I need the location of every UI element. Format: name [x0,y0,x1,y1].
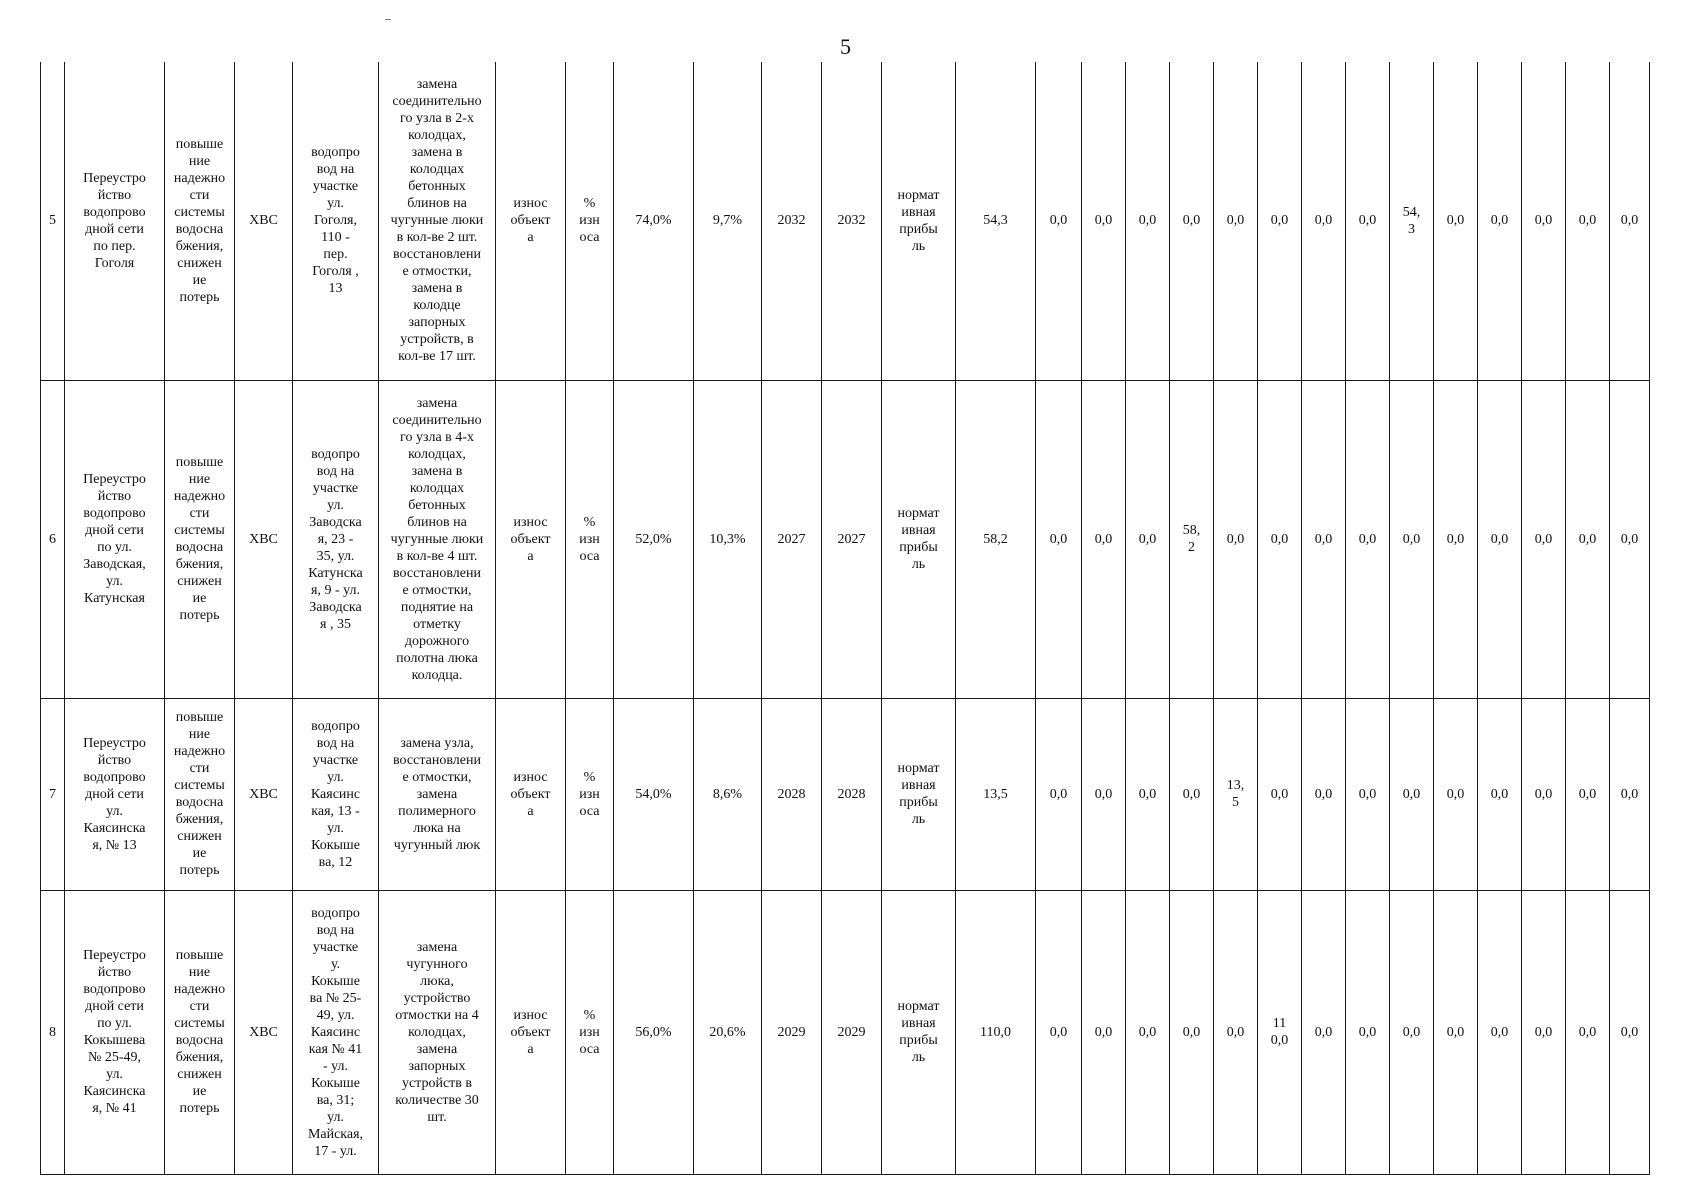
location: водопро вод на участке ул. Гоголя, 110 - пер. Гоголя , 13 [293,62,379,380]
year-cost-cell: 0,0 [1082,380,1126,698]
table-row [41,380,1650,698]
indicator-unit: % изн оса [566,890,614,1174]
row-number: 8 [41,890,65,1174]
project-goal: повыше ние надежно сти системы водосна бжения, снижен ие потерь [165,890,235,1174]
value-before: 52,0% [614,380,694,698]
year-cost-cell: 0,0 [1126,890,1170,1174]
works-description: замена чугунного люка, устройство отмостки на 4 колодцах, замена запорных устройств в количестве 30 шт. [379,890,496,1174]
year-cost-cell: 0,0 [1302,698,1346,890]
end-year: 2032 [822,62,882,380]
year-cost-cell: 0,0 [1258,380,1302,698]
year-cost-cell: 0,0 [1036,698,1082,890]
project-goal: повыше ние надежно сти системы водосна бжения, снижен ие потерь [165,698,235,890]
indicator-name: износ объект а [496,890,566,1174]
year-cost-cell: 11 0,0 [1258,890,1302,1174]
total-cost: 13,5 [956,698,1036,890]
year-cost-cell: 0,0 [1522,890,1566,1174]
year-cost-cell: 0,0 [1170,890,1214,1174]
year-cost-cell: 0,0 [1346,380,1390,698]
year-cost-cell: 0,0 [1610,698,1650,890]
works-description: замена соединительно го узла в 4-х колодцах, замена в колодцах бетонных блинов на чугунные люки в кол-ве 4 шт. восстановлени е отмостки, поднятие на отметку дорожного полотна люка колодца. [379,380,496,698]
indicator-name: износ объект а [496,698,566,890]
project-name: Переустро йство водопрово дной сети по пер. Гоголя [65,62,165,380]
row-number: 5 [41,62,65,380]
project-name: Переустро йство водопрово дной сети по ул. Заводская, ул. Катунская [65,380,165,698]
year-cost-cell: 58, 2 [1170,380,1214,698]
year-cost-cell: 0,0 [1214,62,1258,380]
year-cost-cell: 0,0 [1346,698,1390,890]
year-cost-cell: 0,0 [1082,62,1126,380]
project-goal: повыше ние надежно сти системы водосна бжения, снижен ие потерь [165,62,235,380]
year-cost-cell: 0,0 [1522,62,1566,380]
value-after: 20,6% [694,890,762,1174]
year-cost-cell: 0,0 [1610,380,1650,698]
value-before: 56,0% [614,890,694,1174]
year-cost-cell: 0,0 [1258,62,1302,380]
row-number: 6 [41,380,65,698]
year-cost-cell: 0,0 [1390,890,1434,1174]
funding-source: нормат ивная прибы ль [882,698,956,890]
end-year: 2028 [822,698,882,890]
funding-source: нормат ивная прибы ль [882,62,956,380]
year-cost-cell: 0,0 [1170,62,1214,380]
year-cost-cell: 0,0 [1566,890,1610,1174]
year-cost-cell: 0,0 [1346,62,1390,380]
year-cost-cell: 0,0 [1036,380,1082,698]
year-cost-cell: 0,0 [1214,380,1258,698]
value-before: 54,0% [614,698,694,890]
project-name: Переустро йство водопрово дной сети по ул. Кокышева № 25-49, ул. Каясинска я, № 41 [65,890,165,1174]
indicator-unit: % изн оса [566,380,614,698]
year-cost-cell: 0,0 [1258,698,1302,890]
value-before: 74,0% [614,62,694,380]
year-cost-cell: 0,0 [1434,890,1478,1174]
year-cost-cell: 0,0 [1126,698,1170,890]
year-cost-cell: 0,0 [1214,890,1258,1174]
year-cost-cell: 13, 5 [1214,698,1258,890]
location: водопро вод на участке ул. Заводска я, 23 - 35, ул. Катунска я, 9 - ул. Заводска я , 35 [293,380,379,698]
year-cost-cell: 0,0 [1036,890,1082,1174]
works-description: замена узла, восстановлени е отмостки, замена полимерного люка на чугунный люк [379,698,496,890]
system-type: ХВС [235,62,293,380]
year-cost-cell: 0,0 [1566,62,1610,380]
year-cost-cell: 0,0 [1566,380,1610,698]
value-after: 8,6% [694,698,762,890]
year-cost-cell: 0,0 [1522,380,1566,698]
project-name: Переустро йство водопрово дной сети ул. Каясинска я, № 13 [65,698,165,890]
indicator-name: износ объект а [496,62,566,380]
system-type: ХВС [235,890,293,1174]
year-cost-cell: 0,0 [1478,62,1522,380]
year-cost-cell: 0,0 [1434,62,1478,380]
page-number: 5 [840,34,851,59]
year-cost-cell: 0,0 [1082,890,1126,1174]
year-cost-cell: 0,0 [1390,380,1434,698]
year-cost-cell: 0,0 [1302,380,1346,698]
start-year: 2028 [762,698,822,890]
year-cost-cell: 0,0 [1478,380,1522,698]
year-cost-cell: 0,0 [1434,698,1478,890]
row-number: 7 [41,698,65,890]
indicator-unit: % изн оса [566,698,614,890]
start-year: 2027 [762,380,822,698]
works-description: замена соединительно го узла в 2-х колодцах, замена в колодцах бетонных блинов на чугунные люки в кол-ве 2 шт. восстановлени е отмостки, замена в колодце запорных устройств, в кол-ве 17 шт. [379,62,496,380]
year-cost-cell: 0,0 [1170,698,1214,890]
total-cost: 58,2 [956,380,1036,698]
indicator-name: износ объект а [496,380,566,698]
year-cost-cell: 0,0 [1478,890,1522,1174]
location: водопро вод на участке у. Кокыше ва № 25- 49, ул. Каясинс кая № 41 - ул. Кокыше ва, 31; ул. Майская, 17 - ул. [293,890,379,1174]
year-cost-cell: 0,0 [1610,62,1650,380]
table-row [41,698,1650,890]
year-cost-cell: 54, 3 [1390,62,1434,380]
table-row [41,62,1650,380]
year-cost-cell: 0,0 [1346,890,1390,1174]
funding-source: нормат ивная прибы ль [882,380,956,698]
start-year: 2032 [762,62,822,380]
system-type: ХВС [235,380,293,698]
year-cost-cell: 0,0 [1036,62,1082,380]
year-cost-cell: 0,0 [1302,62,1346,380]
funding-source: нормат ивная прибы ль [882,890,956,1174]
year-cost-cell: 0,0 [1126,380,1170,698]
system-type: ХВС [235,698,293,890]
scan-mark [385,19,391,20]
location: водопро вод на участке ул. Каясинс кая, 13 - ул. Кокыше ва, 12 [293,698,379,890]
investment-table [40,62,1650,1175]
total-cost: 110,0 [956,890,1036,1174]
indicator-unit: % изн оса [566,62,614,380]
year-cost-cell: 0,0 [1390,698,1434,890]
year-cost-cell: 0,0 [1566,698,1610,890]
value-after: 9,7% [694,62,762,380]
project-goal: повыше ние надежно сти системы водосна бжения, снижен ие потерь [165,380,235,698]
total-cost: 54,3 [956,62,1036,380]
end-year: 2027 [822,380,882,698]
year-cost-cell: 0,0 [1302,890,1346,1174]
start-year: 2029 [762,890,822,1174]
year-cost-cell: 0,0 [1610,890,1650,1174]
year-cost-cell: 0,0 [1082,698,1126,890]
year-cost-cell: 0,0 [1126,62,1170,380]
end-year: 2029 [822,890,882,1174]
table-row [41,890,1650,1174]
value-after: 10,3% [694,380,762,698]
year-cost-cell: 0,0 [1478,698,1522,890]
year-cost-cell: 0,0 [1434,380,1478,698]
year-cost-cell: 0,0 [1522,698,1566,890]
